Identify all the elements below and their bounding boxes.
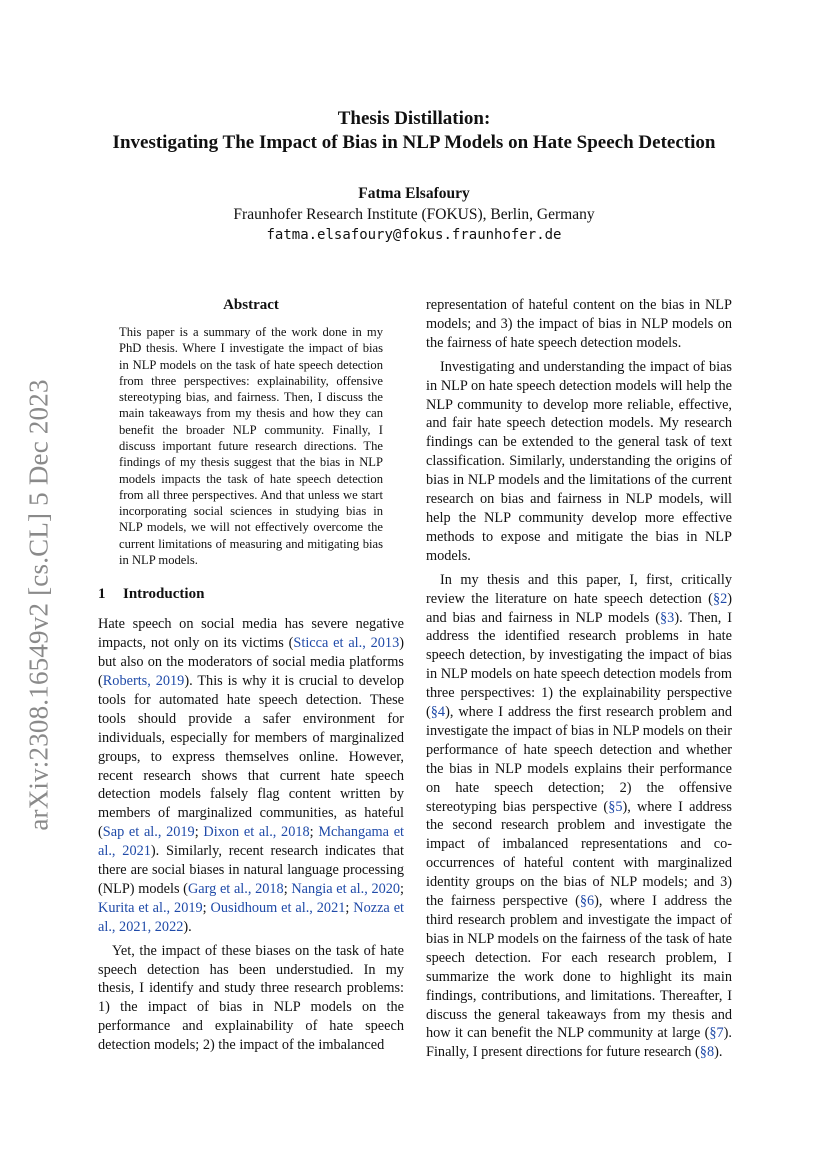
section-ref-link[interactable]: §6 [579, 893, 595, 910]
author-affiliation: Fraunhofer Research Institute (FOKUS), Berlin, Germany [233, 206, 595, 223]
text-run: ; [345, 899, 354, 916]
citation-link[interactable]: Garg et al., 2018 [187, 880, 284, 897]
right-column [426, 296, 732, 1062]
section-ref-link[interactable]: §2 [712, 590, 728, 607]
intro-paragraph-1 [98, 615, 404, 936]
author-email: fatma.elsafoury@fokus.fraunhofer.de [266, 227, 562, 243]
abstract-heading: Abstract [223, 297, 279, 313]
citation-link[interactable]: Kurita et al., 2019 [98, 899, 203, 916]
abstract-text: This paper is a summary of the work done in my PhD thesis. Where I investigate the impact of bias in NLP models on the task of hate speech detection from three perspectives: explainability, offensive stereotyping bias, and fairness. Then, I discuss the main takeaways from my thesis and how they can benefit the broader NLP community. Finally, I discuss important future research directions. The findings of my thesis suggest that the bias in NLP models impacts the task of hate speech detection from all three perspectives. And that unless we start incorporating social sciences in studying bias in NLP models, we will not effectively overcome the current limitations of measuring and mitigating bias in NLP models. [119, 324, 383, 568]
paper-title [0, 107, 828, 155]
text-run: In my thesis and this paper, I, first, critically review the literature on hate speech detection ( [426, 571, 732, 607]
text-run: ), where I address the second research problem and investigate the impact of imbalanced representations and co-occurrences of hateful content with marginalized identity groups on the bias of NLP models; and 3) the fairness perspective ( [426, 798, 732, 910]
text-run: ; [202, 899, 211, 916]
citation-link[interactable]: Sap et al., 2019 [102, 824, 195, 841]
text-run: ), where I address the third research problem and investigate the impact of bias in NLP models on the fairness of the task of hate speech detection. For each research problem, I summarize the work done to highlight its main findings, contributions, and limitations. Thereafter, I discuss the general takeaways from my thesis and how it can benefit the NLP community at large ( [426, 893, 732, 1042]
citation-link[interactable]: Roberts, 2019 [102, 672, 185, 689]
text-run: ). Finally, I present directions for future research ( [426, 1025, 732, 1061]
right-paragraph-1: representation of hateful content on the bias in NLP models; and 3) the impact of bias in NLP models on the fairness of hate speech detection models. [426, 297, 732, 351]
title-line-1: Thesis Distillation: [337, 108, 491, 129]
citation-link[interactable]: Sticca et al., 2013 [293, 635, 400, 652]
section-title: Introduction [123, 586, 205, 603]
intro-paragraph-2: Yet, the impact of these biases on the task of hate speech detection has been understudied. In my thesis, I identify and study three research problems: 1) the impact of bias in NLP models on the performance and explainability of hate speech detection models; 2) the impact of the imbalanced [98, 942, 404, 1054]
arxiv-watermark [14, 370, 64, 840]
section-ref-link[interactable]: §8 [699, 1044, 715, 1061]
section-ref-link[interactable]: §7 [709, 1025, 724, 1042]
text-run: ; [400, 880, 405, 897]
section-ref-link[interactable]: §4 [430, 704, 446, 721]
citation-link[interactable]: Ousidhoum et al., 2021 [210, 899, 346, 916]
section-ref-link[interactable]: §3 [660, 609, 675, 626]
author-name: Fatma Elsafoury [358, 185, 470, 202]
text-run: ; [309, 824, 319, 841]
citation-link[interactable]: Mchangama et al., 2021 [98, 824, 405, 860]
text-run: ) and bias and fairness in NLP models ( [426, 590, 732, 626]
text-run: ; [194, 824, 204, 841]
text-run: ) but also on the moderators of social media platforms ( [98, 635, 404, 689]
section-ref-link[interactable]: §5 [608, 798, 623, 815]
right-paragraph-3 [426, 571, 732, 1063]
citation-link[interactable]: Dixon et al., 2018 [203, 824, 310, 841]
text-run: ). Similarly, recent research indicates that there are social biases in natural language processing (NLP) models ( [98, 843, 404, 897]
text-run: ). Then, I address the identified research problems in hate speech detection, by investigating the impact of bias in NLP models on hate speech detection models from three perspectives: 1) the explainability perspective ( [426, 609, 732, 721]
section-heading-introduction [98, 585, 404, 604]
text-run: Hate speech on social media has severe negative impacts, not only on its victims ( [98, 616, 404, 652]
citation-link[interactable]: Nangia et al., 2020 [291, 880, 401, 897]
right-paragraph-2: Investigating and understanding the impact of bias in NLP on hate speech detection models will help the NLP community to develop more reliable, effective, and fair hate speech detection models. My research findings can be extended to the general task of text classification. Similarly, understanding the origins of bias in NLP models and the limitations of the current research on bias and fairness in NLP models, will help the NLP community develop more effective methods to expose and mitigate the bias in NLP models. [426, 358, 732, 564]
left-column [98, 296, 404, 1055]
section-number: 1 [98, 586, 106, 603]
text-run: ). [714, 1044, 723, 1061]
text-run: ), where I address the first research problem and investigate the impact of bias in NLP models on their performance of hate speech detection and whether the bias in NLP models explains their performance on hate speech detection; 2) the offensive stereotyping bias perspective ( [426, 704, 732, 815]
text-run: ). This is why it is crucial to develop tools for automated hate speech detection. These tools should provide a safer environment for individuals, especially for members of marginalized groups, to express themselves online. However, recent research shows that current hate speech detection models falsely flag content written by members of marginalized communities, as hateful ( [98, 672, 405, 841]
title-line-2: Investigating The Impact of Bias in NLP Models on Hate Speech Detection [112, 132, 716, 153]
citation-link[interactable]: Nozza et al., 2021, 2022 [98, 899, 405, 935]
author-block [0, 183, 828, 246]
text-run: ). [183, 918, 192, 935]
arxiv-identifier: arXiv:2308.16549v2 [cs.CL] 5 Dec 2023 [23, 379, 54, 831]
text-run: ; [283, 880, 292, 897]
